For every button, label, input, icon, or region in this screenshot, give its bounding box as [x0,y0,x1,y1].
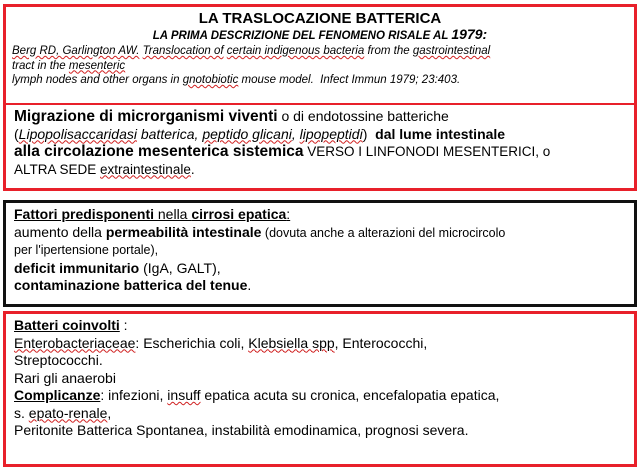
reference-line-3 [12,73,628,88]
complications-text: : infezioni, [100,387,168,403]
ref-text: Translocation of [142,45,224,57]
subtitle-text: LA PRIMA DESCRIZIONE DEL FENOMENO RISALE AL [152,30,449,42]
bacteria-text: Klebsiella spp [248,334,335,351]
bacteria-text: : Escherichia coli, [135,334,249,351]
ref-text: lymph nodes and other organs in [12,74,180,86]
definition-text: extraintestinale [100,161,191,177]
definition-bold: Migrazione di microrganismi viventi [14,108,278,125]
definition-term: peptido glicani [202,125,292,142]
ref-text: gastrointestinal [412,45,491,57]
bacteria-text: Enterobacteriaceae [14,334,136,351]
definition-term: batterica, [136,125,203,142]
factors-heading [14,206,626,224]
ref-authors: Berg RD, Garlington AW. [12,45,140,57]
bacteria-heading-bold: Batteri coinvolti [14,317,120,333]
complications-heading: Complicanze [14,387,101,403]
bacteria-line-4: Rari gli anaerobi [14,369,116,386]
definition-bold: dal lume intestinale [375,125,506,142]
factors-heading-text: : [286,206,291,222]
ref-text: gnotobiotic [182,74,239,86]
definition-line-3 [14,143,626,161]
subtitle-year: 1979: [451,26,488,42]
bacteria-line-2 [14,335,626,353]
definition-term: lipopeptidi [299,125,363,142]
complications-text: , [107,404,112,421]
factors-line-2 [14,224,626,243]
ref-text: from the [367,45,410,57]
factors-heading-text: nella [154,206,192,222]
factors-box [3,200,637,307]
bacteria-text: , Enterococchi, [334,334,428,351]
definition-term: Lipopolisaccaridasi [18,125,137,142]
factors-text: (dovuta anche a alterazioni del microcircolo [261,225,506,240]
complications-line [14,387,626,405]
ref-text: mesenteric [68,59,126,72]
paren: ( [14,125,19,142]
bacteria-text [6,314,634,440]
ref-text: certain indigenous bacteria [226,45,365,57]
complications-text: epatica acuta su cronica, encefalopatia epatica, [200,387,500,403]
complications-line-2 [14,405,626,423]
ref-text: mouse model. [241,74,314,86]
factors-text: (IgA, GALT), [139,259,221,276]
definition-line-1 [14,108,626,126]
factors-bold: permeabilità intestinale [105,223,262,240]
definition-line-2 [14,126,626,144]
factors-text: aumento della [14,223,106,240]
ref-text: tract in the [12,59,66,72]
factors-line-5 [14,277,626,295]
definition-box [3,103,637,191]
reference-line-1 [12,44,628,59]
factors-line-4 [14,260,626,278]
factors-line-3: per l'ipertensione portale), [14,243,159,257]
complications-text: s. [14,404,29,421]
ref-text: 1979; 23:403. [389,74,461,86]
factors-heading-bold: Fattori predisponenti [14,206,154,222]
definition-text: o di endotossine batteriche [277,108,449,124]
definition-text [6,105,634,178]
definition-bold: alla circolazione mesenterica sistemica [14,143,304,160]
definition-text: . [190,161,195,177]
bacteria-heading-text: : [119,317,128,333]
reference-line-2 [12,59,628,74]
bacteria-heading [14,317,626,335]
complications-text: insuff [167,387,201,403]
complications-text: epato-renale [28,404,108,421]
subtitle [6,27,634,44]
bacteria-line-3: Streptococchi. [14,352,103,368]
paren: ) [362,125,368,142]
page-title: LA TRASLOCAZIONE BATTERICA [198,10,442,27]
definition-text: ALTRA SEDE [14,161,101,177]
complications-line-3: Peritonite Batterica Spontanea, instabilità emodinamica, prognosi severa. [14,422,469,438]
ref-text: Infect Immun [320,74,387,86]
definition-text: VERSO I LINFONODI MESENTERICI, o [303,144,551,159]
factors-bold: contaminazione batterica del tenue [14,277,248,293]
factors-text: . [247,277,252,293]
factors-heading-bold: cirrosi epatica [191,206,287,222]
bacteria-box [3,311,637,467]
factors-bold: deficit immunitario [14,259,140,276]
factors-text [6,203,634,295]
reference [6,44,634,88]
definition-term: , [291,125,300,142]
definition-line-4 [14,161,626,179]
